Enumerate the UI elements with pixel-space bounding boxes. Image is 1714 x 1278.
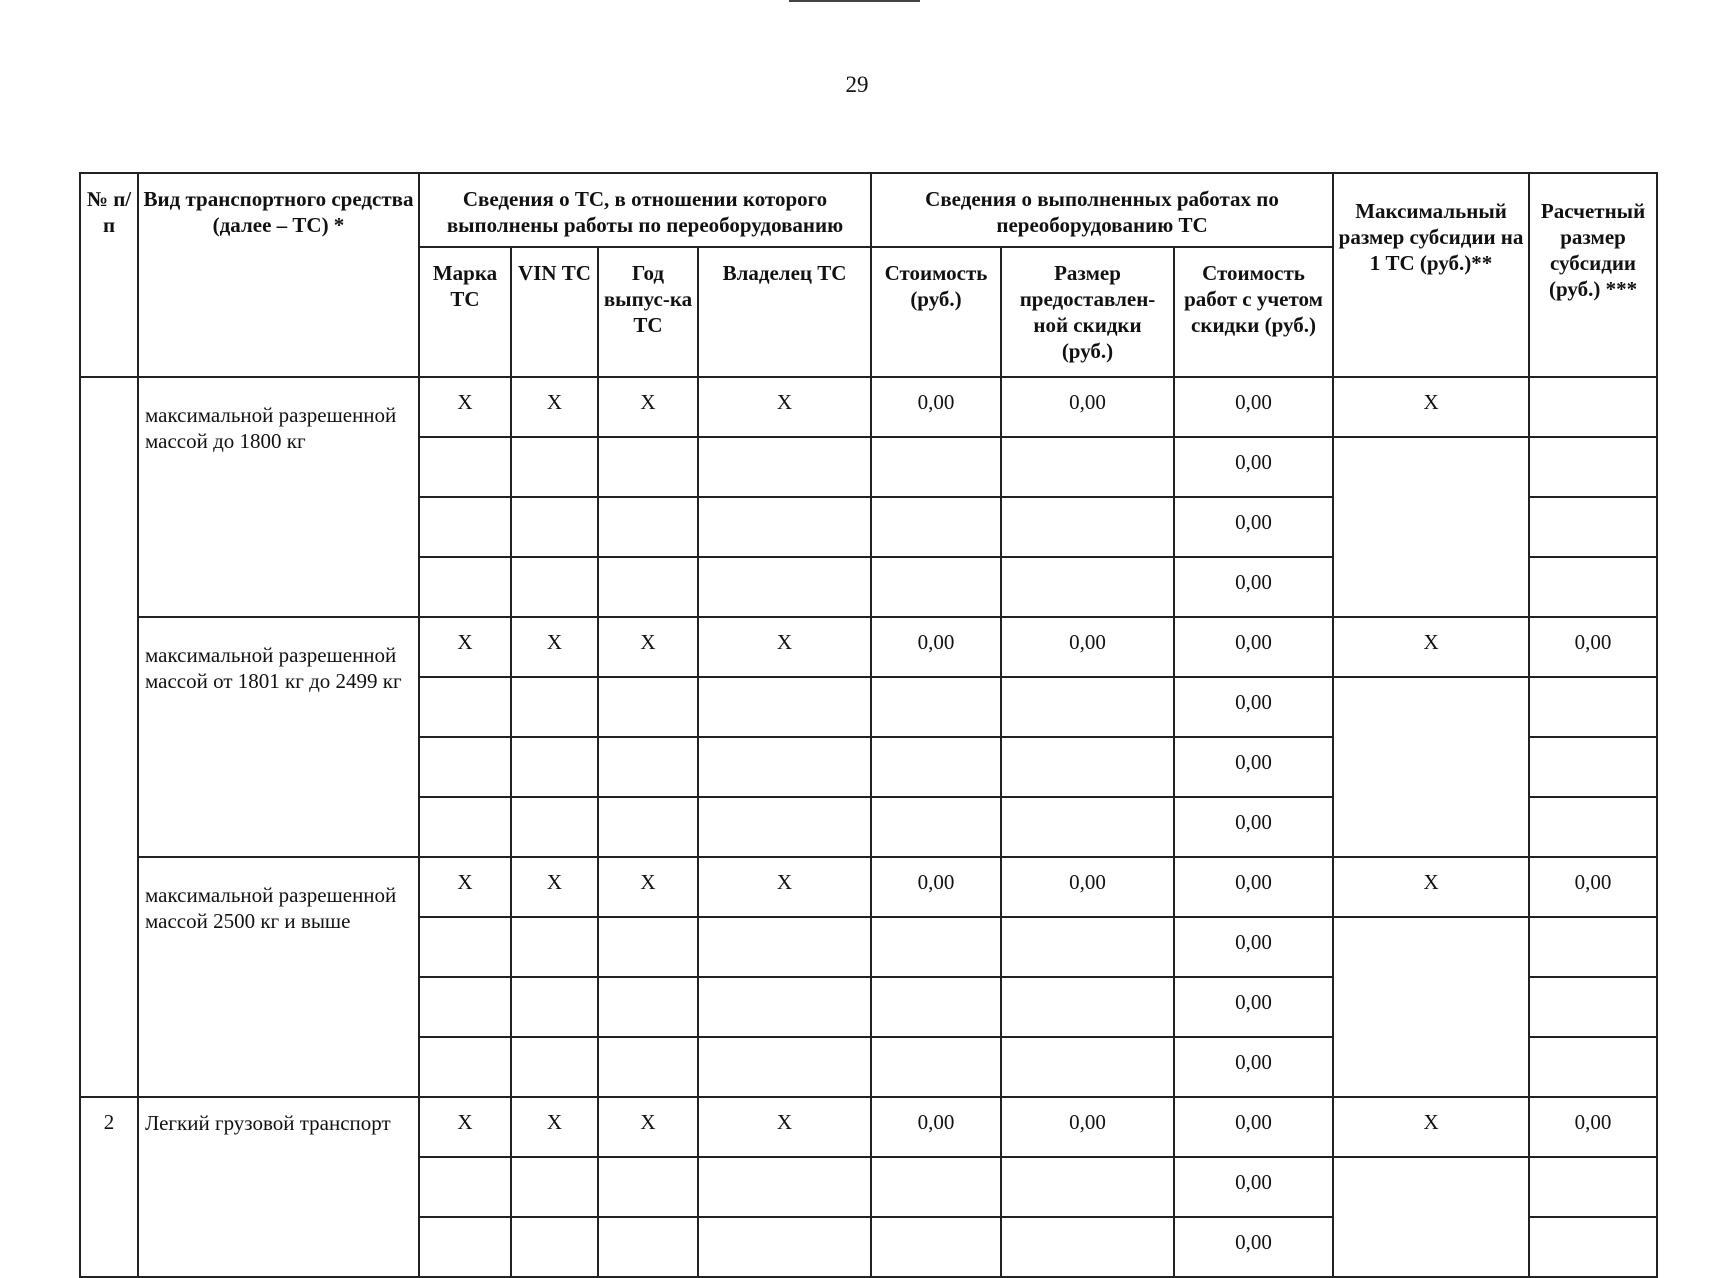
year-cell [598, 977, 698, 1037]
max-subsidy-cell: Х [1333, 1097, 1529, 1157]
vin-cell: Х [511, 857, 598, 917]
brand-cell: Х [419, 1097, 511, 1157]
cost-cell: 0,00 [871, 377, 1001, 437]
header-owner: Владелец ТС [698, 247, 871, 377]
year-cell [598, 1157, 698, 1217]
calc-subsidy-cell [1529, 977, 1657, 1037]
vin-cell [511, 917, 598, 977]
cost-with-discount-cell: 0,00 [1174, 437, 1333, 497]
max-subsidy-cell: Х [1333, 377, 1529, 437]
vin-cell: Х [511, 1097, 598, 1157]
vehicle-type-cell: Легкий грузовой транспорт [138, 1097, 419, 1277]
year-cell [598, 557, 698, 617]
discount-cell [1001, 1217, 1174, 1277]
cost-cell: 0,00 [871, 1097, 1001, 1157]
cost-with-discount-cell: 0,00 [1174, 1037, 1333, 1097]
brand-cell [419, 797, 511, 857]
cost-cell [871, 1157, 1001, 1217]
cost-cell [871, 677, 1001, 737]
cost-cell [871, 1217, 1001, 1277]
year-cell [598, 497, 698, 557]
cost-cell [871, 497, 1001, 557]
calc-subsidy-cell [1529, 677, 1657, 737]
owner-cell [698, 737, 871, 797]
vin-cell [511, 737, 598, 797]
discount-cell [1001, 917, 1174, 977]
discount-cell: 0,00 [1001, 617, 1174, 677]
year-cell [598, 1217, 698, 1277]
brand-cell [419, 1217, 511, 1277]
discount-cell: 0,00 [1001, 857, 1174, 917]
discount-cell: 0,00 [1001, 377, 1174, 437]
header-cost-with-discount: Стоимость работ с учетом скидки (руб.) [1174, 247, 1333, 377]
owner-cell: Х [698, 1097, 871, 1157]
owner-cell [698, 437, 871, 497]
year-cell: Х [598, 617, 698, 677]
row-num-cell [80, 377, 138, 1097]
cost-cell [871, 977, 1001, 1037]
cost-with-discount-cell: 0,00 [1174, 1217, 1333, 1277]
vin-cell [511, 977, 598, 1037]
calc-subsidy-cell [1529, 1157, 1657, 1217]
calc-subsidy-cell [1529, 1217, 1657, 1277]
year-cell: Х [598, 377, 698, 437]
owner-cell: Х [698, 857, 871, 917]
cost-cell [871, 557, 1001, 617]
cost-cell [871, 917, 1001, 977]
vin-cell [511, 497, 598, 557]
discount-cell [1001, 437, 1174, 497]
header-brand: Марка ТС [419, 247, 511, 377]
owner-cell [698, 497, 871, 557]
calc-subsidy-cell [1529, 377, 1657, 437]
header-vehicle-info-group: Сведения о ТС, в отношении которого выполнены работы по переоборудованию [419, 173, 871, 247]
table-body [80, 377, 1657, 1277]
vehicle-type-cell: максимальной разрешенной массой 2500 кг и выше [138, 857, 419, 1097]
vin-cell [511, 557, 598, 617]
year-cell [598, 737, 698, 797]
brand-cell: Х [419, 617, 511, 677]
cost-with-discount-cell: 0,00 [1174, 977, 1333, 1037]
calc-subsidy-cell [1529, 797, 1657, 857]
year-cell: Х [598, 857, 698, 917]
discount-cell [1001, 1157, 1174, 1217]
discount-cell: 0,00 [1001, 1097, 1174, 1157]
calc-subsidy-cell: 0,00 [1529, 617, 1657, 677]
cost-cell [871, 1037, 1001, 1097]
calc-subsidy-cell [1529, 497, 1657, 557]
cost-cell: 0,00 [871, 617, 1001, 677]
calc-subsidy-cell [1529, 917, 1657, 977]
owner-cell [698, 797, 871, 857]
table-row [80, 1097, 1657, 1157]
discount-cell [1001, 677, 1174, 737]
owner-cell: Х [698, 617, 871, 677]
year-cell [598, 1037, 698, 1097]
year-cell [598, 677, 698, 737]
cost-with-discount-cell: 0,00 [1174, 797, 1333, 857]
cost-cell [871, 437, 1001, 497]
calc-subsidy-cell [1529, 437, 1657, 497]
header-calc-subsidy: Расчетный размер субсидии (руб.) *** [1529, 173, 1657, 377]
vin-cell [511, 1217, 598, 1277]
discount-cell [1001, 977, 1174, 1037]
cost-cell: 0,00 [871, 857, 1001, 917]
cost-with-discount-cell: 0,00 [1174, 917, 1333, 977]
page-number: 29 [845, 72, 869, 97]
table-row [80, 857, 1657, 917]
vin-cell [511, 797, 598, 857]
brand-cell [419, 557, 511, 617]
owner-cell [698, 1037, 871, 1097]
header-vin: VIN ТС [511, 247, 598, 377]
row-num-cell: 2 [80, 1097, 138, 1277]
cost-cell [871, 737, 1001, 797]
discount-cell [1001, 557, 1174, 617]
table-row [80, 617, 1657, 677]
brand-cell [419, 437, 511, 497]
cost-with-discount-cell: 0,00 [1174, 377, 1333, 437]
discount-cell [1001, 737, 1174, 797]
discount-cell [1001, 797, 1174, 857]
cost-with-discount-cell: 0,00 [1174, 557, 1333, 617]
vin-cell [511, 677, 598, 737]
max-subsidy-cell [1333, 677, 1529, 857]
cost-with-discount-cell: 0,00 [1174, 737, 1333, 797]
max-subsidy-cell: Х [1333, 617, 1529, 677]
calc-subsidy-cell [1529, 737, 1657, 797]
brand-cell [419, 1037, 511, 1097]
calc-subsidy-cell [1529, 1037, 1657, 1097]
cost-cell [871, 797, 1001, 857]
calc-subsidy-cell: 0,00 [1529, 857, 1657, 917]
vin-cell: Х [511, 377, 598, 437]
calc-subsidy-cell: 0,00 [1529, 1097, 1657, 1157]
owner-cell: Х [698, 377, 871, 437]
header-cost: Стоимость (руб.) [871, 247, 1001, 377]
discount-cell [1001, 497, 1174, 557]
cost-with-discount-cell: 0,00 [1174, 617, 1333, 677]
vin-cell [511, 1157, 598, 1217]
vin-cell [511, 1037, 598, 1097]
cost-with-discount-cell: 0,00 [1174, 497, 1333, 557]
owner-cell [698, 557, 871, 617]
max-subsidy-cell [1333, 437, 1529, 617]
brand-cell [419, 497, 511, 557]
cost-with-discount-cell: 0,00 [1174, 677, 1333, 737]
top-rule [789, 0, 920, 2]
owner-cell [698, 977, 871, 1037]
year-cell [598, 437, 698, 497]
vehicle-type-cell: максимальной разрешенной массой до 1800 кг [138, 377, 419, 617]
header-num: № п/п [80, 173, 138, 377]
vin-cell [511, 437, 598, 497]
brand-cell [419, 977, 511, 1037]
year-cell [598, 797, 698, 857]
brand-cell [419, 1157, 511, 1217]
cost-with-discount-cell: 0,00 [1174, 1097, 1333, 1157]
header-works-info-group: Сведения о выполненных работах по переоборудованию ТС [871, 173, 1333, 247]
owner-cell [698, 1217, 871, 1277]
owner-cell [698, 1157, 871, 1217]
cost-with-discount-cell: 0,00 [1174, 1157, 1333, 1217]
vehicle-type-cell: максимальной разрешенной массой от 1801 кг до 2499 кг [138, 617, 419, 857]
subsidy-table [79, 172, 1658, 1278]
max-subsidy-cell [1333, 917, 1529, 1097]
brand-cell: Х [419, 377, 511, 437]
brand-cell [419, 917, 511, 977]
table-header [80, 173, 1657, 377]
year-cell: Х [598, 1097, 698, 1157]
owner-cell [698, 917, 871, 977]
calc-subsidy-cell [1529, 557, 1657, 617]
year-cell [598, 917, 698, 977]
max-subsidy-cell: Х [1333, 857, 1529, 917]
header-max-subsidy: Максимальный размер субсидии на 1 ТС (руб.)** [1333, 173, 1529, 377]
brand-cell: Х [419, 857, 511, 917]
discount-cell [1001, 1037, 1174, 1097]
brand-cell [419, 737, 511, 797]
max-subsidy-cell [1333, 1157, 1529, 1277]
header-vehicle-type: Вид транспортного средства (далее – ТС) * [138, 173, 419, 377]
table-row [80, 377, 1657, 437]
header-discount: Размер предоставлен-ной скидки (руб.) [1001, 247, 1174, 377]
owner-cell [698, 677, 871, 737]
cost-with-discount-cell: 0,00 [1174, 857, 1333, 917]
header-year: Год выпус-ка ТС [598, 247, 698, 377]
vin-cell: Х [511, 617, 598, 677]
brand-cell [419, 677, 511, 737]
